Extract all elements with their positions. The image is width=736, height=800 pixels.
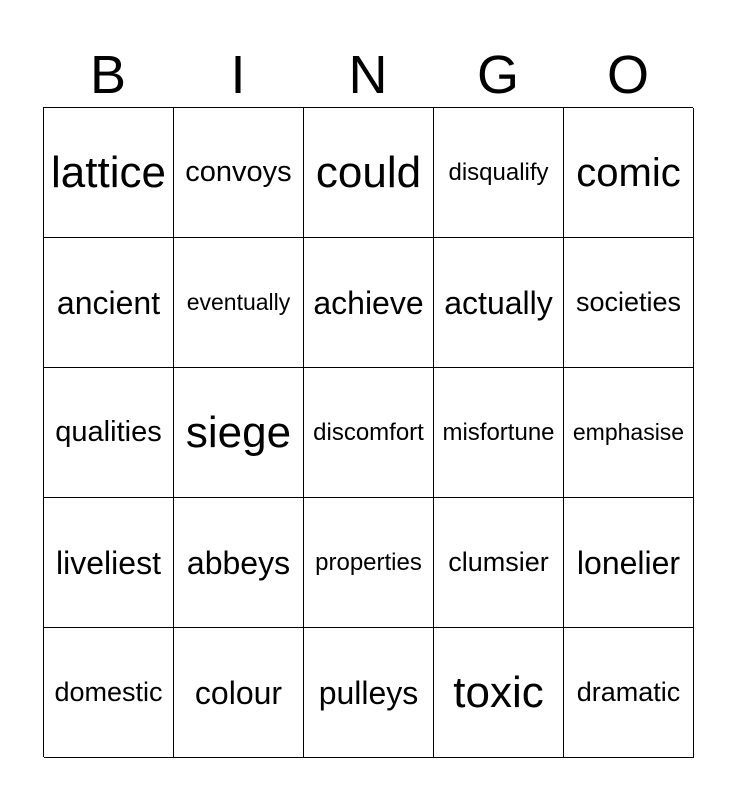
bingo-cell: domestic bbox=[44, 628, 174, 758]
bingo-cell: toxic bbox=[434, 628, 564, 758]
header-letter-g: G bbox=[476, 45, 519, 105]
bingo-cell: ancient bbox=[44, 238, 174, 368]
header-letter-i: I bbox=[230, 45, 246, 105]
bingo-cell: could bbox=[304, 108, 434, 238]
bingo-cell: convoys bbox=[174, 108, 304, 238]
bingo-cell: societies bbox=[564, 238, 694, 368]
bingo-cell: abbeys bbox=[174, 498, 304, 628]
bingo-cell: lattice bbox=[44, 108, 174, 238]
header-letter-n: N bbox=[348, 45, 388, 105]
bingo-cell: eventually bbox=[174, 238, 304, 368]
bingo-header bbox=[43, 42, 693, 108]
bingo-cell: clumsier bbox=[434, 498, 564, 628]
bingo-cell: lonelier bbox=[564, 498, 694, 628]
bingo-cell: dramatic bbox=[564, 628, 694, 758]
bingo-cell: achieve bbox=[304, 238, 434, 368]
bingo-cell: colour bbox=[174, 628, 304, 758]
bingo-cell: liveliest bbox=[44, 498, 174, 628]
bingo-cell: actually bbox=[434, 238, 564, 368]
header-letter-o: O bbox=[606, 45, 649, 105]
bingo-cell: emphasise bbox=[564, 368, 694, 498]
bingo-cell: siege bbox=[174, 368, 304, 498]
bingo-cell: comic bbox=[564, 108, 694, 238]
bingo-cell: disqualify bbox=[434, 108, 564, 238]
bingo-cell: misfortune bbox=[434, 368, 564, 498]
bingo-cell: pulleys bbox=[304, 628, 434, 758]
bingo-grid bbox=[43, 107, 693, 757]
bingo-cell: qualities bbox=[44, 368, 174, 498]
bingo-cell: properties bbox=[304, 498, 434, 628]
bingo-cell: discomfort bbox=[304, 368, 434, 498]
header-letter-b: B bbox=[89, 45, 127, 105]
